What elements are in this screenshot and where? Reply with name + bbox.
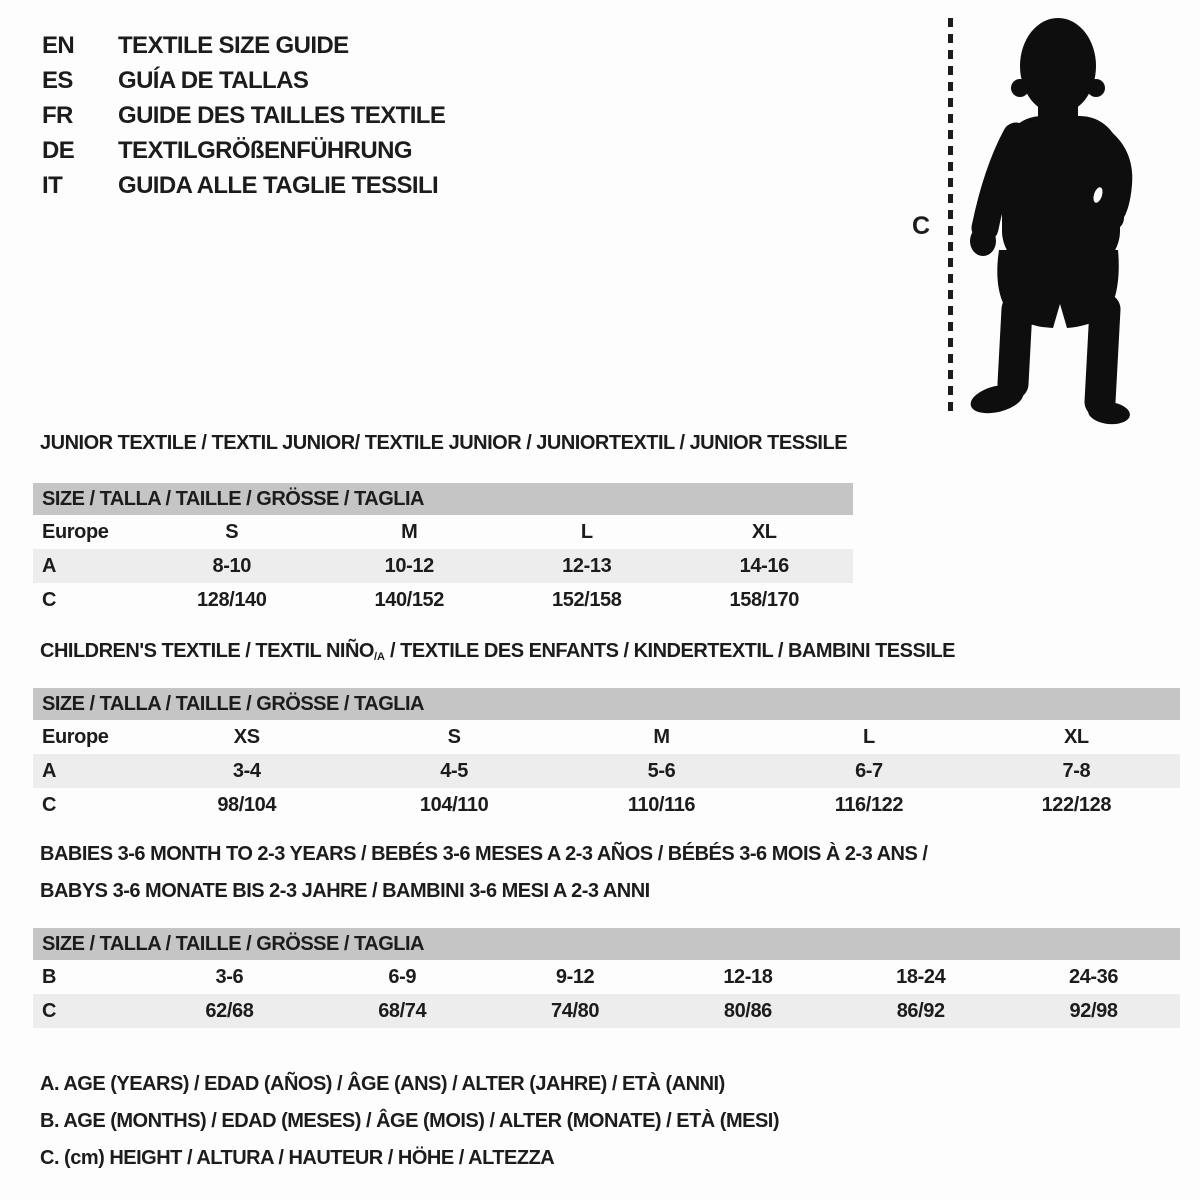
height-measure-dashed-line [948,18,953,416]
size-value: 86/92 [896,999,945,1022]
row-label: A [42,554,57,577]
size-value: 128/140 [197,588,267,611]
size-value: 18-24 [896,965,946,988]
size-value: S [447,725,461,748]
size-value: 7-8 [1062,759,1091,782]
size-value: 9-12 [555,965,595,988]
table-row [33,960,1180,994]
size-value: 3-6 [215,965,244,988]
section-title-part: JUNIOR TEXTILE / TEXTIL JUNIOR/ TEXTILE JUNIOR / JUNIORTEXTIL / JUNIOR TESSILE [40,432,848,454]
language-row [42,98,445,133]
table-row [33,994,1180,1028]
junior-size-table [33,483,853,617]
section-title-part: / TEXTILE DES ENFANTS / KINDERTEXTIL / BAMBINI TESSILE [384,640,955,662]
row-label: C [42,999,57,1022]
row-label: Europe [42,520,109,543]
table-row [33,549,853,583]
legend [40,1066,779,1177]
section-title-part: /A [373,650,385,663]
table-row [33,515,853,549]
section-title-part: BABYS 3-6 MONATE BIS 2-3 JAHRE / BAMBINI 3-6 MESI A 2-3 ANNI [40,880,650,902]
size-value: 80/86 [723,999,772,1022]
size-value: 24-36 [1068,965,1119,988]
section-title-part: BABIES 3-6 MONTH TO 2-3 YEARS / BEBÉS 3-6 MESES A 2-3 AÑOS / BÉBÉS 3-6 MOIS À 2-3 ANS / [40,843,928,865]
size-value: L [580,520,593,543]
language-guide-title: GUIDE DES TAILLES TEXTILE [118,102,446,129]
size-value: 104/110 [419,793,489,816]
size-value: 14-16 [739,554,789,577]
section-children [33,638,1180,822]
legend-line: C. (cm) HEIGHT / ALTURA / HAUTEUR / HÖHE / ALTEZZA [40,1147,555,1169]
size-table-header-label: SIZE / TALLA / TAILLE / GRÖSSE / TAGLIA [42,932,424,955]
section-junior [33,430,853,617]
language-guide-title: GUIDA ALLE TAGLIE TESSILI [118,172,439,199]
size-value: XL [1063,725,1089,748]
size-value: 6-7 [855,759,883,782]
table-row [33,583,853,617]
table-row [33,754,1180,788]
row-label: B [42,965,57,988]
babies-size-table [33,928,1180,1028]
row-label: A [42,759,57,782]
size-table-header [33,688,1180,720]
size-value: 116/122 [834,793,904,816]
legend-line: B. AGE (MONTHS) / EDAD (MESES) / ÂGE (MOIS) / ALTER (MONATE) / ETÀ (MESI) [40,1110,780,1132]
row-label: C [42,793,57,816]
language-code: DE [42,137,75,164]
language-guide-title: TEXTILE SIZE GUIDE [118,32,349,59]
size-value: 68/74 [378,999,427,1022]
section-title [40,430,853,456]
size-value: 3-4 [232,759,261,782]
size-value: 12-13 [562,554,612,577]
language-row [42,133,445,168]
size-table-header-label: SIZE / TALLA / TAILLE / GRÖSSE / TAGLIA [42,487,424,510]
row-label: C [42,588,57,611]
size-value: 140/152 [374,588,444,611]
size-value: 92/98 [1069,999,1118,1022]
size-value: 12-18 [723,965,773,988]
table-row [33,720,1180,754]
language-code: ES [42,67,73,94]
size-value: M [653,725,670,748]
size-value: XL [751,520,777,543]
section-title-wrap [33,430,853,483]
language-list [42,28,445,203]
size-value: 8-10 [212,554,251,577]
height-measure-label: C [912,212,930,240]
language-row [42,168,445,203]
size-value: 158/170 [729,588,799,611]
size-value: 122/128 [1041,793,1112,816]
section-title [40,836,1180,873]
size-table-header [33,928,1180,960]
language-row [42,28,445,63]
language-row [42,63,445,98]
size-value: 5-6 [647,759,676,782]
size-value: L [863,725,875,748]
section-babies [33,836,1180,1028]
language-guide-title: GUÍA DE TALLAS [118,67,309,94]
section-title-wrap [33,638,1180,688]
section-title-wrap [33,836,1180,928]
size-table-header-label: SIZE / TALLA / TAILLE / GRÖSSE / TAGLIA [42,692,424,715]
language-guide-title: TEXTILGRÖßENFÜHRUNG [118,137,412,164]
size-value: M [401,520,418,543]
language-code: EN [42,32,75,59]
size-value: XS [233,725,260,748]
size-value: 74/80 [551,999,600,1022]
baby-silhouette-icon [968,14,1138,426]
size-value: 110/116 [627,793,696,816]
size-value: 62/68 [205,999,254,1022]
children-size-table [33,688,1180,822]
size-value: S [225,520,239,543]
table-row [33,788,1180,822]
language-code: FR [42,102,73,129]
size-value: 98/104 [217,793,277,816]
row-label: Europe [42,725,109,748]
section-title-part: CHILDREN'S TEXTILE / TEXTIL NIÑO [40,640,374,662]
language-code: IT [42,172,63,199]
section-title [40,638,1180,670]
size-value: 152/158 [552,588,622,611]
legend-line: A. AGE (YEARS) / EDAD (AÑOS) / ÂGE (ANS) / ALTER (JAHRE) / ETÀ (ANNI) [40,1073,725,1095]
size-table-header [33,483,853,515]
section-title [40,873,1180,910]
size-value: 4-5 [440,759,468,782]
size-value: 6-9 [388,965,417,988]
size-value: 10-12 [384,554,434,577]
